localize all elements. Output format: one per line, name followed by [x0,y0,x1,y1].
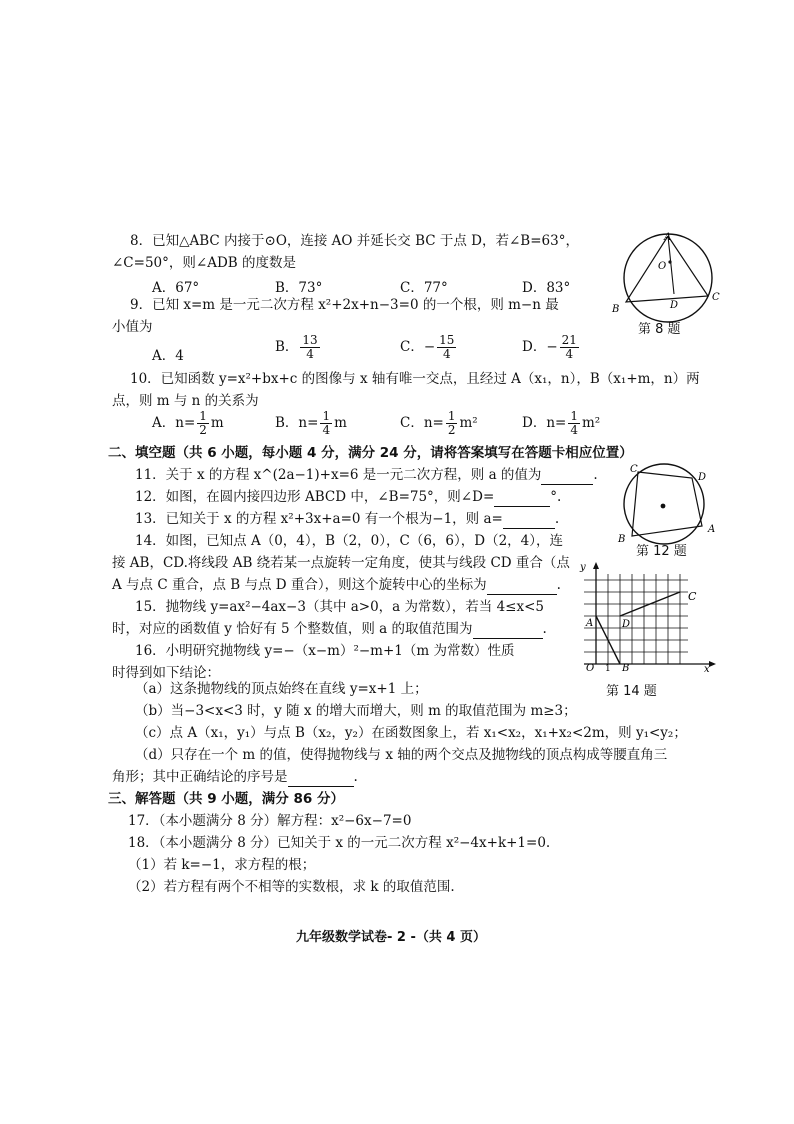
q8-option-d: D．83° [522,280,571,296]
figure-8-caption: 第 8 题 [638,322,681,337]
point-o [668,260,671,263]
q10-option-b-fraction [320,410,332,437]
q15-answer-blank [473,620,543,639]
label-b: B [618,534,626,545]
label-b: B [612,304,620,315]
section-2-heading: 二、填空题（共 6 小题，每小题 4 分，满分 24 分，请将答案填写在答题卡相应位置） [108,445,633,461]
q11-text: 11．关于 x 的方程 x^(2a−1)+x=6 是一元二次方程，则 a 的值为 . [135,467,598,483]
q9-option-b [275,334,322,361]
label-x: x [704,664,710,674]
q10-option-b-den: 4 [322,423,331,437]
figure-12-caption: 第 12 题 [636,544,687,559]
q9-option-b-fraction [300,334,319,361]
q9-line2: 小值为 [112,319,153,335]
label-c: C [688,590,697,603]
q14-stem: A 与点 C 重合，点 B 与点 D 重合），则这个旋转中心的坐标为 [112,577,487,593]
q9-option-c [400,334,458,361]
q9-option-d-den: 4 [565,347,574,361]
q9-option-c-fraction [437,334,456,361]
q10-option-a-num: 1 [199,409,207,423]
q10-option-c-tail: m² [459,415,478,431]
center-point [661,504,666,509]
q8-option-b: B．73° [275,280,323,296]
q10-option-c-den: 2 [447,423,456,437]
q9-option-c-label: C．− [400,339,436,355]
q10-option-b-tail: m [334,415,347,431]
q16-stem-last: 角形；其中正确结论的序号是 [112,769,288,785]
q14-line2: 接 AB，CD.将线段 AB 绕若某一点旋转一定角度，使其与线段 CD 重合（点 [112,555,570,571]
grid-lines [584,574,688,664]
q18-part2: （2）若方程有两个不相等的实数根，求 k 的取值范围. [128,879,455,895]
q13-answer-blank [503,510,555,529]
x-axis-arrow [709,661,716,667]
label-c: C [712,292,720,303]
figure-14-caption: 第 14 题 [606,684,657,699]
q9-option-b-num: 13 [302,333,318,347]
q12-tail: °. [550,489,562,505]
q9-option-d-num: 21 [561,333,577,347]
q9-option-d-fraction [560,334,579,361]
q10-option-b [275,410,347,437]
q10-line1: 10．已知函数 y=x²+bx+c 的图像与 x 轴有唯一交点，且经过 A（x₁，n），B（x₁+m，n）两 [130,371,700,387]
q9-option-d [522,334,581,361]
q18-part1: （1）若 k=−1，求方程的根； [128,857,316,873]
figure-12-cyclic-quadrilateral [612,462,722,546]
q10-option-c-label: C．n= [400,415,444,431]
q8-option-a: A．67° [152,280,200,296]
label-c: C [630,464,638,475]
y-axis-arrow [593,562,599,569]
q16-conclusion-d: （d）只存在一个 m 的值，使得抛物线与 x 轴的两个交点及抛物线的顶点构成等腰直角三 [135,747,668,763]
q13-stem: 13．已知关于 x 的方程 x²+3x+a=0 有一个根为−1，则 a= [135,511,503,527]
q9-option-a: A．4 [152,348,184,364]
q9-option-b-label: B． [275,339,299,355]
q9-option-b-den: 4 [306,347,314,361]
q13-text: 13．已知关于 x 的方程 x²+3x+a=0 有一个根为−1，则 a= . [135,511,560,527]
q10-option-d-num: 1 [570,409,578,423]
q10-option-b-num: 1 [322,409,331,423]
q15-line2: 时，对应的函数值 y 恰好有 5 个整数值，则 a 的取值范围为 . [112,621,547,637]
q10-option-a-den: 2 [199,423,207,437]
label-y: y [580,562,586,573]
q9-option-c-den: 4 [442,347,451,361]
q10-option-a-fraction [197,410,209,437]
section-3-heading: 三、解答题（共 9 小题，满分 86 分） [108,791,344,807]
label-d: D [670,300,679,311]
q10-option-d-den: 4 [570,423,578,437]
q15-stem: 时，对应的函数值 y 恰好有 5 个整数值，则 a 的取值范围为 [112,621,473,637]
label-o: O [658,261,667,272]
q10-option-d-label: D．n= [522,415,567,431]
label-o: O [586,663,595,674]
q14-line3: A 与点 C 重合，点 B 与点 D 重合），则这个旋转中心的坐标为 . [112,577,561,593]
q16-line1: 16．小明研究抛物线 y=−（x−m）²−m+1（m 为常数）性质 [135,643,515,659]
q16-line-last: 角形；其中正确结论的序号是 . [112,769,358,785]
q16-line2: 时得到如下结论： [112,665,220,681]
q8-line2: ∠C=50°，则∠ADB 的度数是 [112,255,296,271]
q15-line1: 15．抛物线 y=ax²−4ax−3（其中 a>0，a 为常数），若当 4≤x<5 [135,599,544,615]
figure-8-circle-triangle [608,232,728,332]
q16-conclusion-a: （a）这条抛物线的顶点始终在直线 y=x+1 上； [135,681,428,697]
q12-text [135,488,561,507]
q11-answer-blank [541,466,593,485]
q10-option-c-num: 1 [447,409,456,423]
q9-line1: 9．已知 x=m 是一元二次方程 x²+2x+n−3=0 的一个根，则 m−n 最 [130,297,559,313]
label-d: D [698,472,707,483]
quadrilateral-abcd [632,472,702,536]
q10-option-d-tail: m² [581,415,601,431]
page-footer: 九年级数学试卷- 2 -（共 4 页） [296,930,486,945]
q18-line1: 18．（本小题满分 8 分）已知关于 x 的一元二次方程 x²−4x+k+1=0. [128,835,551,851]
q10-option-c-fraction [446,410,458,437]
q14-answer-blank [487,576,557,595]
q11-stem: 11．关于 x 的方程 x^(2a−1)+x=6 是一元二次方程，则 a 的值为 [135,467,542,483]
q9-option-c-num: 15 [439,333,455,347]
q10-option-d [522,410,600,437]
q10-line2: 点，则 m 与 n 的关系为 [112,393,259,409]
q10-option-b-label: B．n= [275,415,319,431]
q10-option-a [152,410,224,437]
q10-option-a-tail: m [210,415,224,431]
q12-stem: 12．如图，在圆内接四边形 ABCD 中，∠B=75°，则∠D= [135,489,495,505]
label-a: A [664,232,672,243]
q14-line1: 14．如图，已知点 A（0，4），B（2，0），C（6，6），D（2，4），连 [135,533,564,549]
q9-option-d-label: D．− [522,339,558,355]
label-b: B [622,663,630,674]
q16-conclusion-b: （b）当−3<x<3 时，y 随 x 的增大而增大，则 m 的取值范围为 m≥3； [135,703,577,719]
q8-option-c: C．77° [400,280,448,296]
q10-option-c [400,410,478,437]
q12-answer-blank [494,488,550,507]
figure-14-grid [570,560,718,674]
q17-text: 17．（本小题满分 8 分）解方程：x²−6x−7=0 [128,813,412,829]
label-d: D [622,619,631,630]
q10-option-d-fraction [568,410,580,437]
circle-o [624,234,712,322]
q8-line1: 8．已知△ABC 内接于⊙O，连接 AO 并延长交 BC 于点 D，若∠B=63°， [130,233,579,249]
q16-conclusion-c: （c）点 A（x₁，y₁）与点 B（x₂，y₂）在函数图象上，若 x₁<x₂，x₁+x₂<2m，则 y₁<y₂； [135,725,687,741]
label-a: A [586,618,594,629]
q16-answer-blank [288,768,354,787]
label-1: 1 [605,664,611,674]
label-a: A [708,524,716,535]
q10-option-a-label: A．n= [152,415,196,431]
